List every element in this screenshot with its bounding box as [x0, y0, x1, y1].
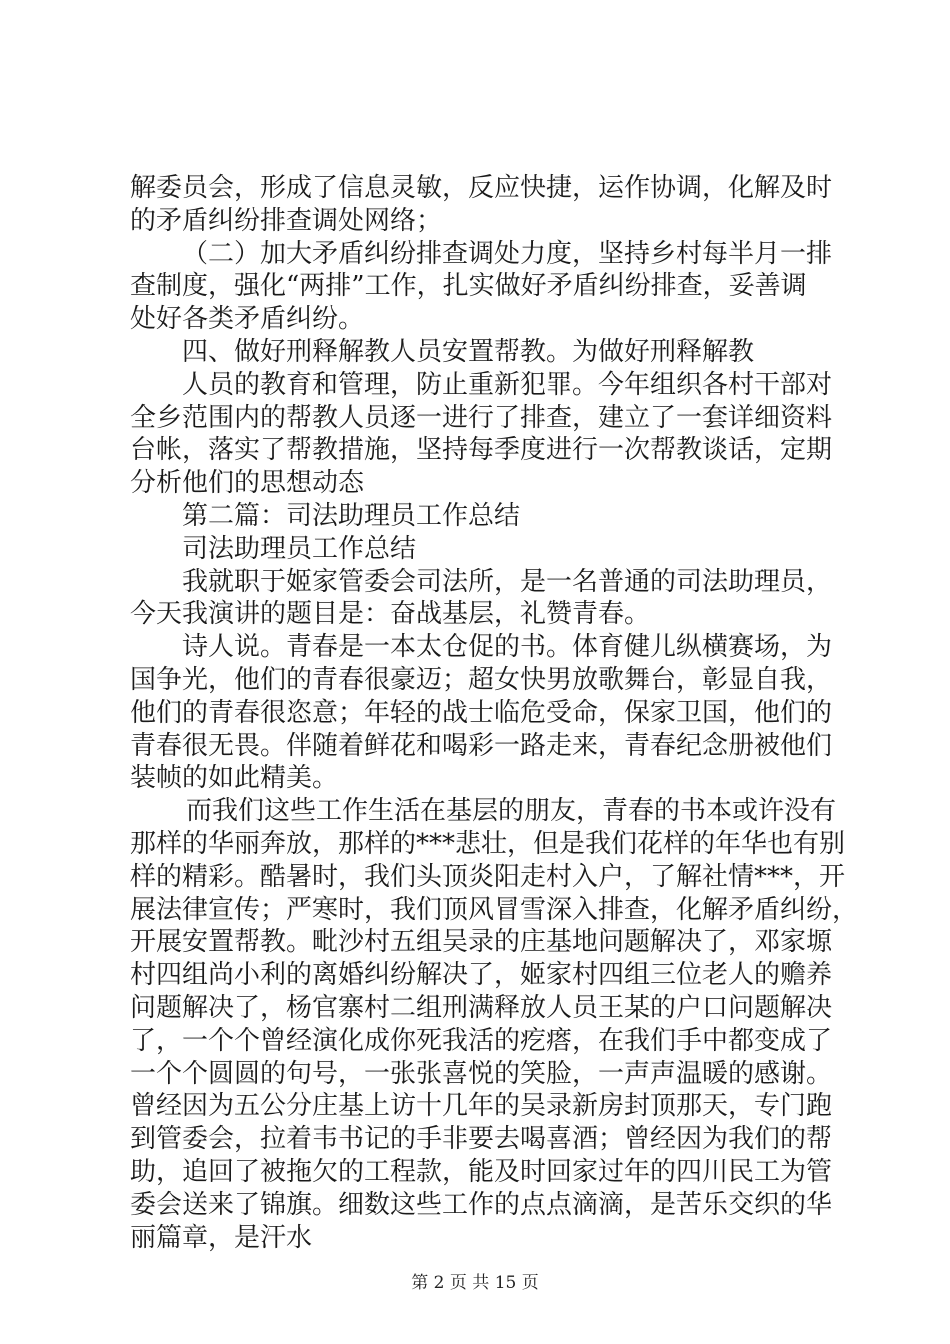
page-number: 第 2 页 共 15 页: [411, 1273, 539, 1293]
page-footer: [0, 1268, 950, 1293]
text-line: 人员的教育和管理，防止重新犯罪。今年组织各村干部对: [182, 369, 833, 400]
section-heading: 四、做好刑释解教人员安置帮教。为做好刑释解教: [182, 336, 755, 367]
article-title: 司法助理员工作总结: [182, 533, 417, 564]
text-line: 他们的青春很恣意；年轻的战士临危受命，保家卫国，他们的: [130, 697, 833, 728]
text-line: 我就职于姬家管委会司法所，是一名普通的司法助理员，: [182, 566, 833, 597]
text-line: 开展安置帮教。毗沙村五组吴录的庄基地问题解决了，邓家塬: [130, 927, 833, 958]
text-line: （二）加大矛盾纠纷排查调处力度，坚持乡村每半月一排: [182, 238, 833, 269]
text-line: 助，追回了被拖欠的工程款，能及时回家过年的四川民工为管: [130, 1156, 833, 1187]
text-line: 装帧的如此精美。: [130, 763, 339, 794]
text-line: 的矛盾纠纷排查调处网络；: [130, 205, 443, 236]
text-line: 分析他们的思想动态: [130, 468, 365, 499]
text-line: 样的精彩。酷暑时，我们头顶炎阳走村入户，了解社情***，开: [130, 861, 846, 892]
text-line: 青春很无畏。伴随着鲜花和喝彩一路走来，青春纪念册被他们: [130, 730, 833, 761]
text-line: 丽篇章，是汗水: [130, 1222, 313, 1253]
text-line: 诗人说。青春是一本太仓促的书。体育健儿纵横赛场，为: [182, 632, 833, 663]
text-line: 查制度，强化“两排”工作，扎实做好矛盾纠纷排查，妥善调: [130, 271, 807, 302]
text-line: 了，一个个曾经演化成你死我活的疙瘩，在我们手中都变成了: [130, 1025, 833, 1056]
text-line: 那样的华丽奔放，那样的***悲壮，但是我们花样的年华也有别: [130, 828, 846, 859]
text-line: 国争光，他们的青春很豪迈；超女快男放歌舞台，彰显自我，: [130, 664, 833, 695]
text-line: 展法律宣传；严寒时，我们顶风冒雪深入排查，化解矛盾纠纷，: [130, 894, 859, 925]
text-line: 一个个圆圆的句号，一张张喜悦的笑脸，一声声温暖的感谢。: [130, 1058, 833, 1089]
document-body: [130, 172, 859, 1254]
text-line: 曾经因为五公分庄基上访十几年的吴录新房封顶那天，专门跑: [130, 1091, 833, 1122]
text-line: 到管委会，拉着韦书记的手非要去喝喜酒；曾经因为我们的帮: [130, 1124, 833, 1155]
text-line: 而我们这些工作生活在基层的朋友，青春的书本或许没有: [186, 796, 837, 827]
text-line: 村四组尚小利的离婚纠纷解决了，姬家村四组三位老人的赡养: [130, 960, 833, 991]
text-line: 全乡范围内的帮教人员逐一进行了排查，建立了一套详细资料: [130, 402, 833, 433]
text-line: 台帐，落实了帮教措施，坚持每季度进行一次帮教谈话，定期: [130, 435, 833, 466]
text-line: 问题解决了，杨官寨村二组刑满释放人员王某的户口问题解决: [130, 992, 833, 1023]
text-line: 处好各类矛盾纠纷。: [130, 304, 365, 335]
text-line: 解委员会，形成了信息灵敏，反应快捷，运作协调，化解及时: [130, 173, 833, 203]
text-line: 委会送来了锦旗。细数这些工作的点点滴滴，是苦乐交织的华: [130, 1189, 833, 1220]
chapter-title: 第二篇：司法助理员工作总结: [182, 500, 521, 531]
text-line: 今天我演讲的题目是：奋战基层，礼赞青春。: [130, 599, 651, 630]
